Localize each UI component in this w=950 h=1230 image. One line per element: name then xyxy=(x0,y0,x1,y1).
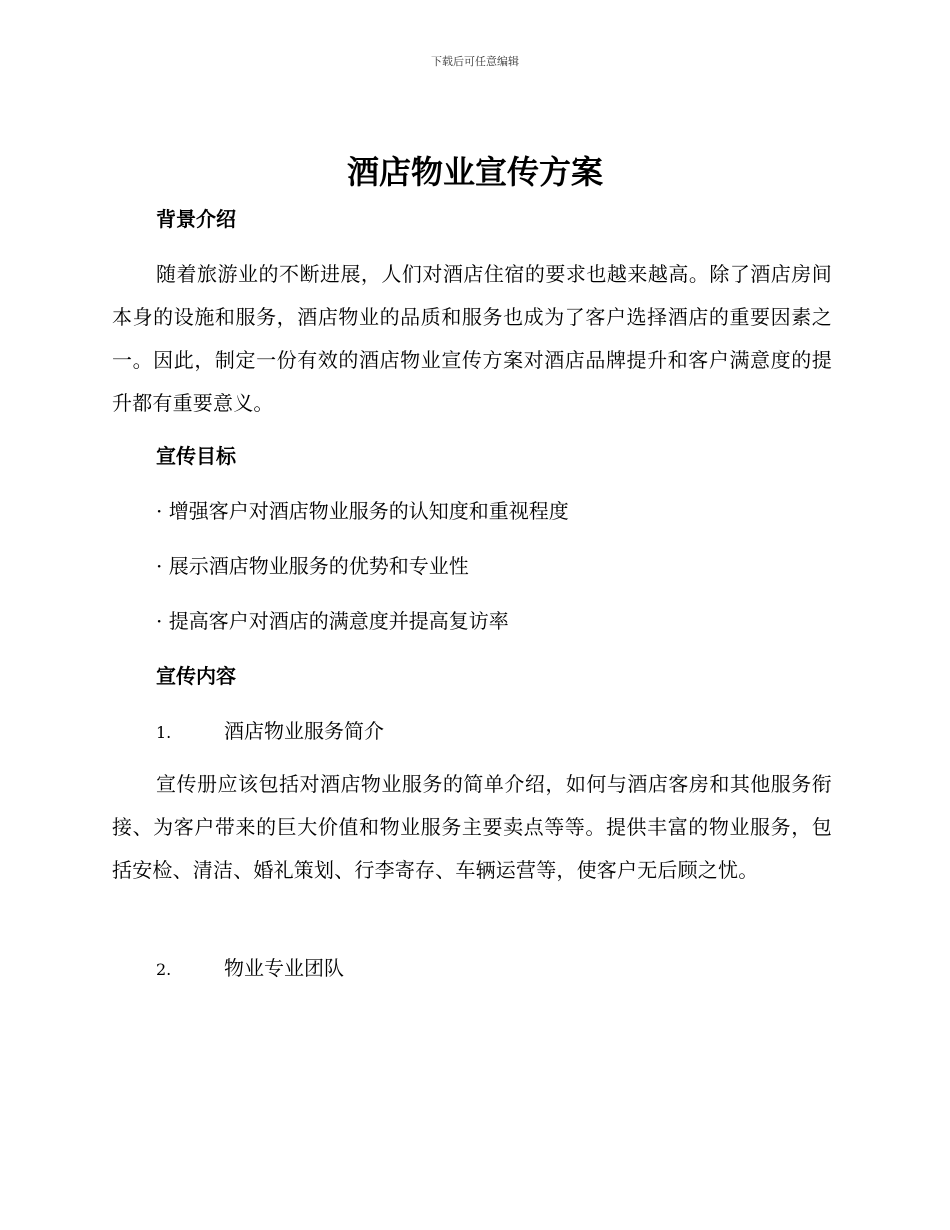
item-number: 2. xyxy=(156,960,172,979)
item-title: 酒店物业服务简介 xyxy=(224,719,384,743)
goal-item: · 展示酒店物业服务的优势和专业性 xyxy=(156,554,469,578)
item-title: 物业专业团队 xyxy=(224,956,344,980)
numbered-item xyxy=(156,716,384,748)
numbered-item xyxy=(156,953,344,985)
content-paragraph: 宣传册应该包括对酒店物业服务的简单介绍，如何与酒店客房和其他服务衔接、为客户带来的巨大价值和物业服务主要卖点等等。提供丰富的物业服务，包括安检、清洁、婚礼策划、行李寄存、车辆运营等，使客户无后顾之忧。 xyxy=(112,772,832,882)
section-heading-goals: 宣传目标 xyxy=(156,444,236,468)
goal-item: · 提高客户对酒店的满意度并提高复访率 xyxy=(156,609,509,633)
header-note: 下载后可任意编辑 xyxy=(431,55,519,68)
section-heading-background: 背景介绍 xyxy=(156,207,236,231)
document-title: 酒店物业宣传方案 xyxy=(346,153,603,191)
section-heading-content: 宣传内容 xyxy=(156,664,236,688)
goal-item: · 增强客户对酒店物业服务的认知度和重视程度 xyxy=(156,499,569,523)
item-number: 1. xyxy=(156,723,172,742)
background-paragraph: 随着旅游业的不断进展，人们对酒店住宿的要求也越来越高。除了酒店房间本身的设施和服务，酒店物业的品质和服务也成为了客户选择酒店的重要因素之一。因此，制定一份有效的酒店物业宣传方案对酒店品牌提升和客户满意度的提升都有重要意义。 xyxy=(112,262,832,415)
